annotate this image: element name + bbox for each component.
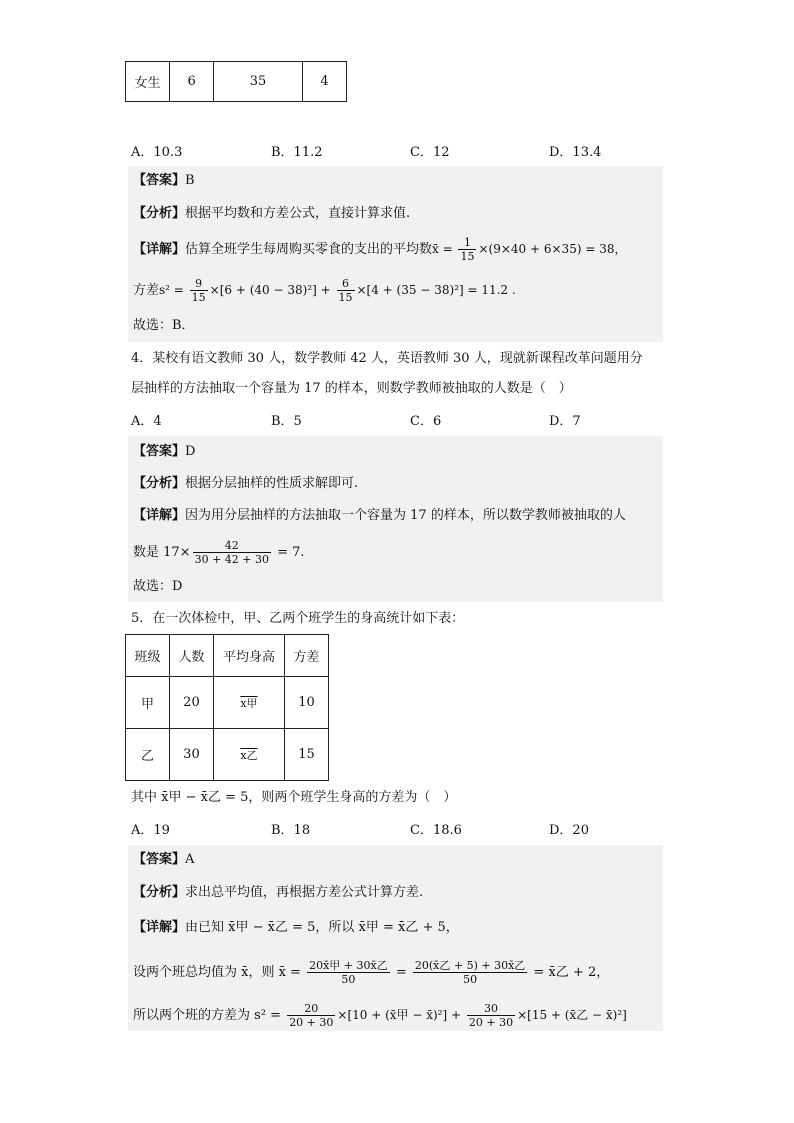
q3-analysis: 【分析】根据平均数和方差公式，直接计算求值.: [133, 206, 411, 221]
option-a: A．19: [131, 823, 170, 838]
table-header: 班级: [126, 635, 170, 677]
q3-options: [131, 141, 691, 161]
option-c: C．18.6: [410, 823, 462, 838]
q5-analysis: 【分析】求出总平均值，再根据方差公式计算方差.: [133, 885, 424, 900]
q3-detail: 【详解】估算全班学生每周购买零食的支出的平均数x̄ = $\frac{1}{15}$ ×(9×40 + 6×35) = 38，: [133, 236, 627, 263]
q5-total-mean: 设两个班总均值为 x̄，则 x̄ = $\frac{\text{20x̄甲 + 30x̄乙}}{50}$ = $\frac{\text{20(x̄乙 + 5) + 30x̄乙}}{50}$ = x̄乙 + 2，: [133, 959, 610, 986]
q5-options: [131, 819, 691, 839]
table-cell: 30: [169, 729, 213, 781]
option-a: A．10.3: [131, 145, 183, 160]
q5-answer: 【答案】A: [133, 852, 195, 867]
q3-conclusion: 故选：B．: [133, 318, 195, 333]
table-cell: 女生: [126, 62, 170, 102]
table-header: 人数: [169, 635, 213, 677]
q4-analysis: 【分析】根据分层抽样的性质求解即可.: [133, 476, 359, 491]
table-cell: 4: [303, 62, 347, 102]
option-a: A．4: [131, 414, 162, 429]
option-b: B．5: [271, 414, 302, 429]
q5-stem: 5．在一次体检中，甲、乙两个班学生的身高统计如下表：: [131, 611, 465, 626]
table-cell: x乙: [213, 729, 284, 781]
option-d: D．20: [549, 823, 589, 838]
q5-variance: 所以两个班的方差为 s² = $\frac{20}{20 + 30}$ ×[10 + (x̄甲 − x̄)²] + $\frac{30}{20 + 30}$ ×[15 + (x̄乙 − x̄)²]: [133, 1002, 627, 1029]
q4-options: [131, 410, 691, 430]
q4-detail-line2: 数是 17× $\frac{42}{30 + 42 + 30}$ = 7.: [133, 539, 305, 566]
table-cell: 甲: [126, 677, 170, 729]
q5-condition: 其中 x̄甲 − x̄乙 = 5，则两个班学生身高的方差为（ ）: [131, 790, 457, 805]
q5-detail: 【详解】由已知 x̄甲 − x̄乙 = 5，所以 x̄甲 = x̄乙 + 5，: [133, 920, 459, 935]
score-table-fragment: [125, 61, 347, 102]
table-header: 方差: [284, 635, 328, 677]
table-cell: 10: [284, 677, 328, 729]
height-stats-table: [125, 634, 329, 781]
table-cell: x甲: [213, 677, 284, 729]
table-header: 平均身高: [213, 635, 284, 677]
option-b: B．18: [271, 823, 311, 838]
option-d: D．7: [549, 414, 581, 429]
q4-detail: 【详解】因为用分层抽样的方法抽取一个容量为 17 的样本，所以数学教师被抽取的人: [133, 508, 626, 523]
option-c: C．6: [410, 414, 442, 429]
option-d: D．13.4: [549, 145, 602, 160]
table-cell: 35: [214, 62, 303, 102]
table-cell: 乙: [126, 729, 170, 781]
table-cell: 6: [170, 62, 214, 102]
q4-conclusion: 故选：D: [133, 579, 183, 594]
option-c: C．12: [410, 145, 450, 160]
q3-answer: 【答案】B: [133, 173, 195, 188]
q4-stem-line1: 4．某校有语文教师 30 人，数学教师 42 人，英语教师 30 人，现就新课程改革问题用分: [131, 351, 643, 366]
table-cell: 20: [169, 677, 213, 729]
q4-stem-line2: 层抽样的方法抽取一个容量为 17 的样本，则数学教师被抽取的人数是（ ）: [131, 381, 572, 396]
q3-variance: 方差s² = $\frac{9}{15}$ ×[6 + (40 − 38)²] + $\frac{6}{15}$ ×[4 + (35 − 38)²] = 11.2 .: [133, 277, 516, 304]
table-cell: 15: [284, 729, 328, 781]
q4-answer: 【答案】D: [133, 444, 196, 459]
option-b: B．11.2: [271, 145, 323, 160]
